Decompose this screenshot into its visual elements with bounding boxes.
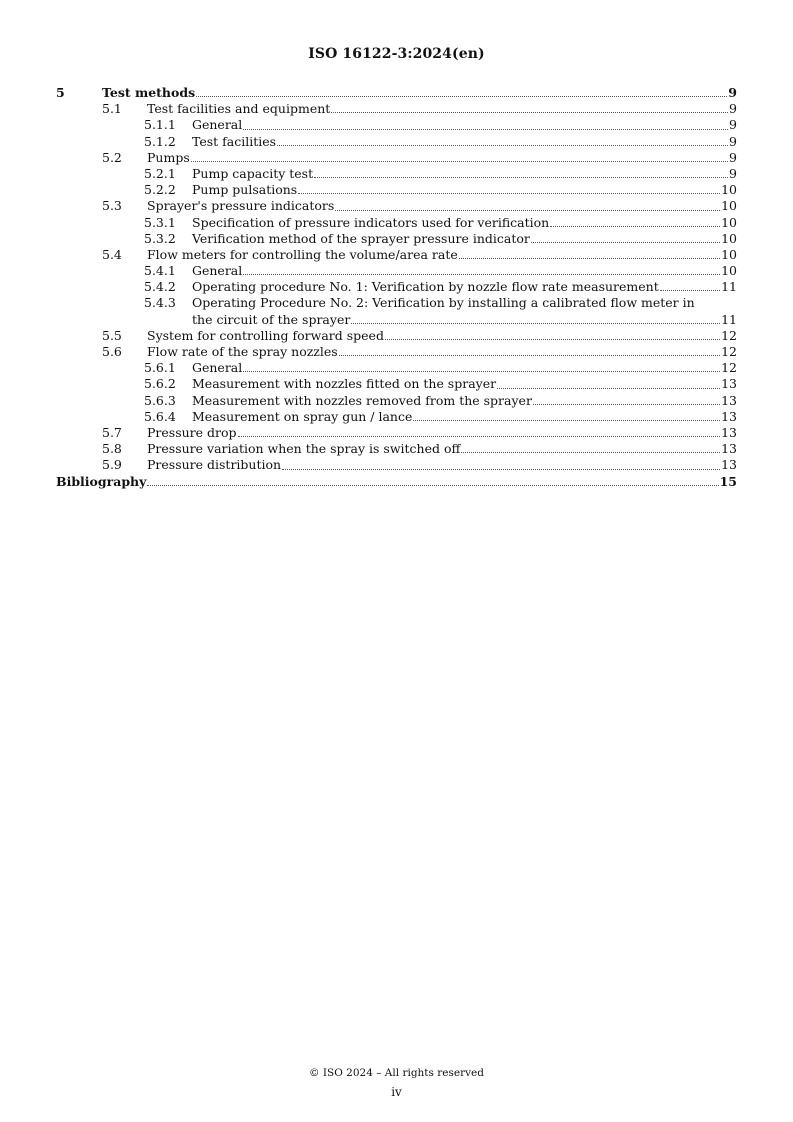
toc-page: 13 — [721, 392, 737, 408]
dot-leader — [531, 242, 720, 243]
toc-number: 5.2.2 — [144, 182, 176, 198]
toc-entry-5-1[interactable] — [56, 101, 737, 117]
dot-leader — [351, 323, 720, 324]
toc-number: 5.4.1 — [144, 263, 176, 279]
toc-title: Sprayer's pressure indicators — [147, 198, 335, 214]
table-of-contents — [56, 85, 737, 490]
toc-title: Bibliography — [56, 473, 147, 489]
toc-number: 5.2.1 — [144, 165, 176, 181]
toc-title: System for controlling forward speed — [147, 327, 384, 343]
dot-leader — [282, 469, 720, 470]
toc-title: Pressure distribution — [147, 457, 282, 473]
dot-leader — [277, 145, 728, 146]
dot-leader — [533, 404, 720, 405]
toc-entry-5-4-3[interactable] — [56, 295, 737, 311]
toc-number: 5.5 — [102, 327, 122, 343]
toc-title: Pump pulsations — [192, 182, 298, 198]
toc-number: 5.6.4 — [144, 408, 176, 424]
dot-leader — [497, 388, 720, 389]
toc-page: 11 — [721, 279, 737, 295]
toc-title: Pumps — [147, 149, 190, 165]
toc-entry-5-3-1[interactable] — [56, 215, 737, 231]
toc-page: 12 — [721, 327, 737, 343]
toc-entry-5-5[interactable] — [56, 328, 737, 344]
toc-page: 13 — [721, 408, 737, 424]
toc-number: 5.4.3 — [144, 295, 176, 311]
toc-title: General — [192, 360, 243, 376]
toc-entry-5-6-2[interactable] — [56, 376, 737, 392]
toc-entry-5-6[interactable] — [56, 344, 737, 360]
dot-leader — [331, 112, 728, 113]
toc-entry-5-2-2[interactable] — [56, 182, 737, 198]
toc-page: 9 — [729, 165, 737, 181]
toc-title: Verification method of the sprayer pressure indicator — [192, 230, 530, 246]
dot-leader — [196, 96, 727, 97]
toc-number: 5 — [56, 85, 65, 100]
dot-leader — [459, 258, 720, 259]
toc-number: 5.1 — [102, 101, 122, 117]
toc-number: 5.1.2 — [144, 133, 176, 149]
dot-leader — [147, 485, 718, 486]
toc-page: 13 — [721, 376, 737, 392]
dot-leader — [461, 452, 720, 453]
toc-entry-5-6-1[interactable] — [56, 360, 737, 376]
toc-page: 10 — [721, 182, 737, 198]
dot-leader — [191, 161, 728, 162]
toc-number: 5.7 — [102, 424, 122, 440]
toc-title: Measurement on spray gun / lance — [192, 408, 413, 424]
toc-entry-5-1-1[interactable] — [56, 117, 737, 133]
toc-page: 13 — [721, 424, 737, 440]
page-number: iv — [391, 1085, 402, 1099]
toc-entry-5[interactable] — [56, 85, 737, 101]
toc-entry-5-6-3[interactable] — [56, 393, 737, 409]
dot-leader — [385, 339, 720, 340]
toc-title: Operating procedure No. 1: Verification by nozzle flow rate measurement — [192, 279, 659, 295]
toc-number: 5.2 — [102, 149, 122, 165]
toc-entry-bibliography[interactable] — [56, 474, 737, 490]
dot-leader — [550, 226, 720, 227]
toc-page: 10 — [721, 214, 737, 230]
toc-page: 12 — [721, 360, 737, 376]
toc-entry-5-8[interactable] — [56, 441, 737, 457]
dot-leader — [243, 274, 720, 275]
toc-entry-5-7[interactable] — [56, 425, 737, 441]
toc-number: 5.3.2 — [144, 230, 176, 246]
toc-page: 9 — [728, 85, 737, 100]
toc-entry-5-4-1[interactable] — [56, 263, 737, 279]
dot-leader — [335, 210, 720, 211]
toc-number: 5.3.1 — [144, 214, 176, 230]
toc-page: 10 — [721, 246, 737, 262]
toc-number: 5.6.1 — [144, 360, 176, 376]
dot-leader — [243, 371, 720, 372]
toc-entry-5-4-2[interactable] — [56, 279, 737, 295]
toc-page: 9 — [729, 149, 737, 165]
dot-leader — [339, 355, 720, 356]
toc-title: Pressure drop — [147, 424, 237, 440]
dot-leader — [413, 420, 720, 421]
toc-title: Flow rate of the spray nozzles — [147, 344, 338, 359]
toc-number: 5.6 — [102, 344, 122, 359]
toc-entry-5-6-4[interactable] — [56, 409, 737, 425]
toc-entry-5-4[interactable] — [56, 247, 737, 263]
toc-title: General — [192, 263, 243, 279]
dot-leader — [243, 129, 728, 130]
dot-leader — [238, 436, 721, 437]
toc-entry-5-3[interactable] — [56, 198, 737, 214]
toc-title: Flow meters for controlling the volume/area rate — [147, 246, 458, 262]
toc-page: 10 — [721, 198, 737, 214]
toc-page: 10 — [721, 263, 737, 279]
document-header: ISO 16122-3:2024(en) — [308, 46, 485, 62]
toc-title: Pressure variation when the spray is switched off — [147, 441, 461, 457]
toc-page: 9 — [729, 101, 737, 117]
toc-entry-5-1-2[interactable] — [56, 134, 737, 150]
toc-number: 5.4.2 — [144, 279, 176, 295]
toc-page: 13 — [721, 457, 737, 473]
toc-entry-5-2[interactable] — [56, 150, 737, 166]
toc-page: 10 — [721, 230, 737, 246]
toc-page: 9 — [729, 133, 737, 149]
toc-title: Measurement with nozzles fitted on the sprayer — [192, 376, 497, 392]
copyright-footer: © ISO 2024 – All rights reserved — [309, 1067, 484, 1079]
toc-title-continued: the circuit of the sprayer — [192, 311, 351, 327]
toc-page: 13 — [721, 441, 737, 457]
toc-page: 12 — [721, 344, 737, 359]
toc-number: 5.8 — [102, 441, 122, 457]
toc-page: 11 — [721, 311, 737, 327]
toc-number: 5.6.3 — [144, 392, 176, 408]
dot-leader — [660, 290, 720, 291]
toc-number: 5.9 — [102, 457, 122, 473]
toc-title: Test facilities and equipment — [147, 101, 331, 117]
toc-entry-5-9[interactable] — [56, 457, 737, 473]
toc-title: Measurement with nozzles removed from the sprayer — [192, 392, 532, 408]
toc-title: General — [192, 117, 243, 133]
toc-number: 5.6.2 — [144, 376, 176, 392]
toc-number: 5.4 — [102, 246, 122, 262]
toc-number: 5.3 — [102, 198, 122, 214]
toc-page: 15 — [719, 473, 737, 489]
toc-title: Specification of pressure indicators used for verification — [192, 214, 550, 230]
toc-title: Pump capacity test — [192, 165, 314, 181]
toc-title: Test methods — [102, 85, 196, 100]
toc-page: 9 — [729, 117, 737, 133]
dot-leader — [298, 193, 720, 194]
toc-number: 5.1.1 — [144, 117, 176, 133]
toc-title: Operating Procedure No. 2: Verification by installing a calibrated flow meter in — [192, 295, 695, 311]
dot-leader — [314, 177, 728, 178]
toc-title: Test facilities — [192, 133, 277, 149]
toc-entry-5-4-3-continued[interactable] — [56, 312, 737, 328]
toc-entry-5-3-2[interactable] — [56, 231, 737, 247]
toc-entry-5-2-1[interactable] — [56, 166, 737, 182]
